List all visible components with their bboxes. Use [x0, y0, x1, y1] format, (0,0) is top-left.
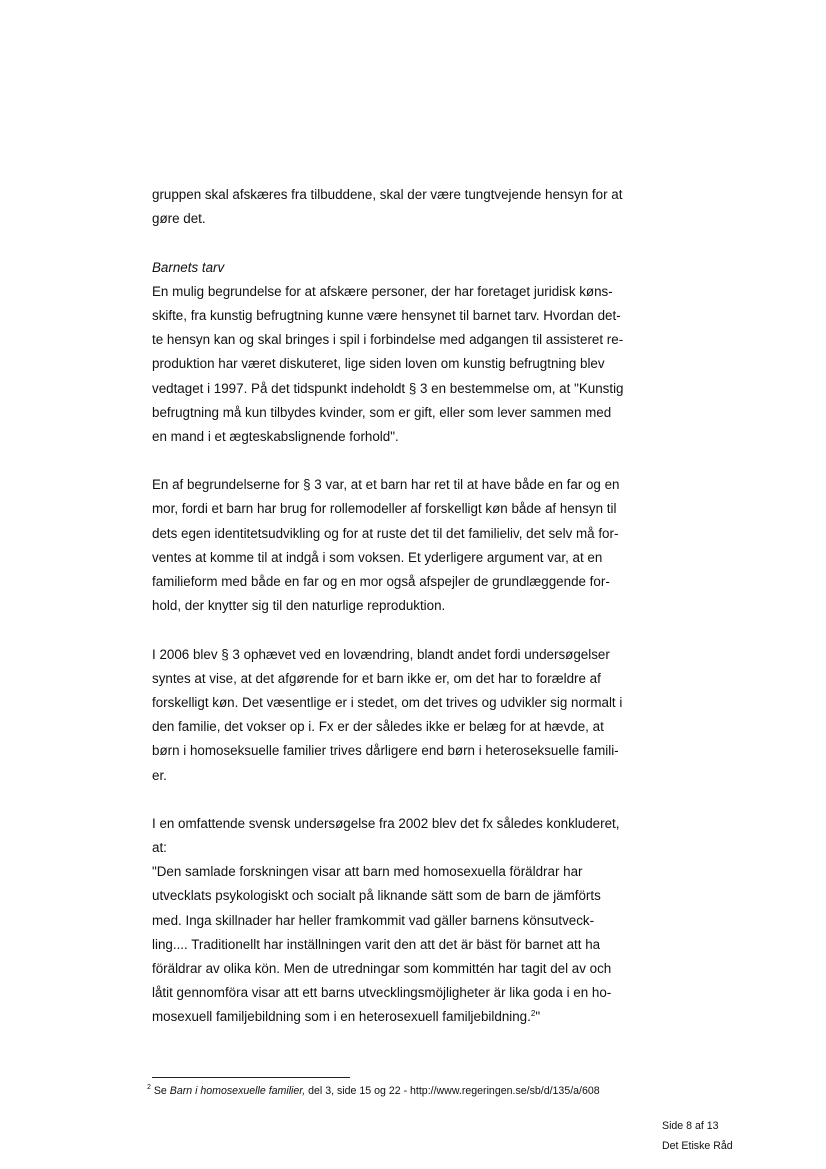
footnote [147, 1083, 747, 1099]
text-line: dets egen identitetsudvikling og for at ruste det til det familieliv, det selv må for- [152, 525, 619, 541]
quote-text: mosexuell familjebildning som i en heterosexuell familjebildning. [152, 1009, 531, 1025]
text-line: te hensyn kan og skal bringes i spil i forbindelse med adgangen til assisteret re- [152, 332, 624, 348]
paragraph-gap [152, 449, 648, 473]
text-line: gruppen skal afskæres fra tilbuddene, skal der være tungtvejende hensyn for at [152, 187, 623, 202]
quote-line: föräldrar av olika kön. Men de utredningar som kommittén har tagit del av och [152, 961, 612, 976]
text-line: at: [152, 840, 167, 856]
paragraph-gap [152, 788, 648, 812]
footnote-mark: 2 [147, 1084, 151, 1091]
text-line: den familie, det vokser op i. Fx er der således ikke er belæg for at hævde, at [152, 719, 604, 735]
footnote-reference[interactable]: 2 [530, 1009, 536, 1019]
paragraph-gap [152, 231, 648, 255]
quote-line: utvecklats psykologiskt och socialt på liknande sätt som de barn de jämförts [152, 888, 601, 904]
text-line: I en omfattende svensk undersøgelse fra 2002 blev det fx således konkluderet, [152, 815, 620, 831]
quote-line-last [152, 1005, 648, 1029]
text-line: mor, fordi et barn har brug for rollemodeller af forskelligt køn både af hensyn til [152, 501, 617, 517]
text-line: En af begrundelserne for § 3 var, at et barn har ret til at have både en far og en [152, 477, 620, 493]
text-line: befrugtning må kun tilbydes kvinder, som er gift, eller som lever sammen med [152, 404, 612, 420]
page-number: Side 8 af 13 [662, 1120, 719, 1132]
quote-line: ling.... Traditionellt har inställningen varit den att det är bäst för barnet att ha [152, 936, 601, 952]
quote-line: "Den samlade forskningen visar att barn med homosexuella föräldrar har [152, 864, 583, 880]
text-line: en mand i et ægteskabslignende forhold". [152, 428, 399, 444]
footnote-divider [152, 1077, 350, 1078]
text-line: skifte, fra kunstig befrugtning kunne være hensynet til barnet tarv. Hvordan det- [152, 307, 621, 323]
text-line: En mulig begrundelse for at afskære personer, der har foretaget juridisk køns- [152, 283, 613, 299]
text-line: syntes at vise, at det afgørende for et barn ikke er, om det har to forældre af [152, 670, 601, 686]
organization-name: Det Etiske Råd [662, 1140, 733, 1152]
text-line: vedtaget i 1997. På det tidspunkt indeholdt § 3 en bestemmelse om, at "Kunstig [152, 380, 624, 396]
closing-quote: " [535, 1009, 541, 1025]
text-line: I 2006 blev § 3 ophævet ved en lovændring, blandt andet fordi undersøgelser [152, 646, 610, 662]
paragraph-gap [152, 618, 648, 642]
footnote-rest: del 3, side 15 og 22 - http://www.regeringen.se/sb/d/135/a/608 [305, 1085, 600, 1097]
text-line: ventes at komme til at indgå i som voksen. Et yderligere argument var, at en [152, 549, 603, 565]
text-line: familieform med både en far og en mor også afspejler de grundlæggende for- [152, 574, 610, 589]
footnote-prefix: Se [150, 1085, 170, 1097]
quote-line: låtit gennomföra visar att ett barns utvecklingsmöjligheter är lika goda i en ho- [152, 985, 612, 1001]
quote-line: med. Inga skillnader har heller framkommit vad gäller barnens könsutveck- [152, 912, 595, 928]
text-line: er. [152, 767, 167, 783]
text-line: gøre det. [152, 211, 206, 227]
section-heading: Barnets tarv [152, 259, 225, 275]
page-footer [662, 1116, 733, 1156]
footnote-title: Barn i homosexuelle familier, [169, 1085, 306, 1097]
body-text [152, 183, 648, 1030]
text-line: børn i homoseksuelle familier trives dårligere end børn i heteroseksuelle famili- [152, 743, 619, 759]
text-line: produktion har været diskuteret, lige siden loven om kunstig befrugtning blev [152, 356, 605, 372]
text-line: hold, der knytter sig til den naturlige reproduktion. [152, 598, 446, 614]
text-line: forskelligt køn. Det væsentlige er i stedet, om det trives og udvikler sig normalt i [152, 694, 623, 710]
